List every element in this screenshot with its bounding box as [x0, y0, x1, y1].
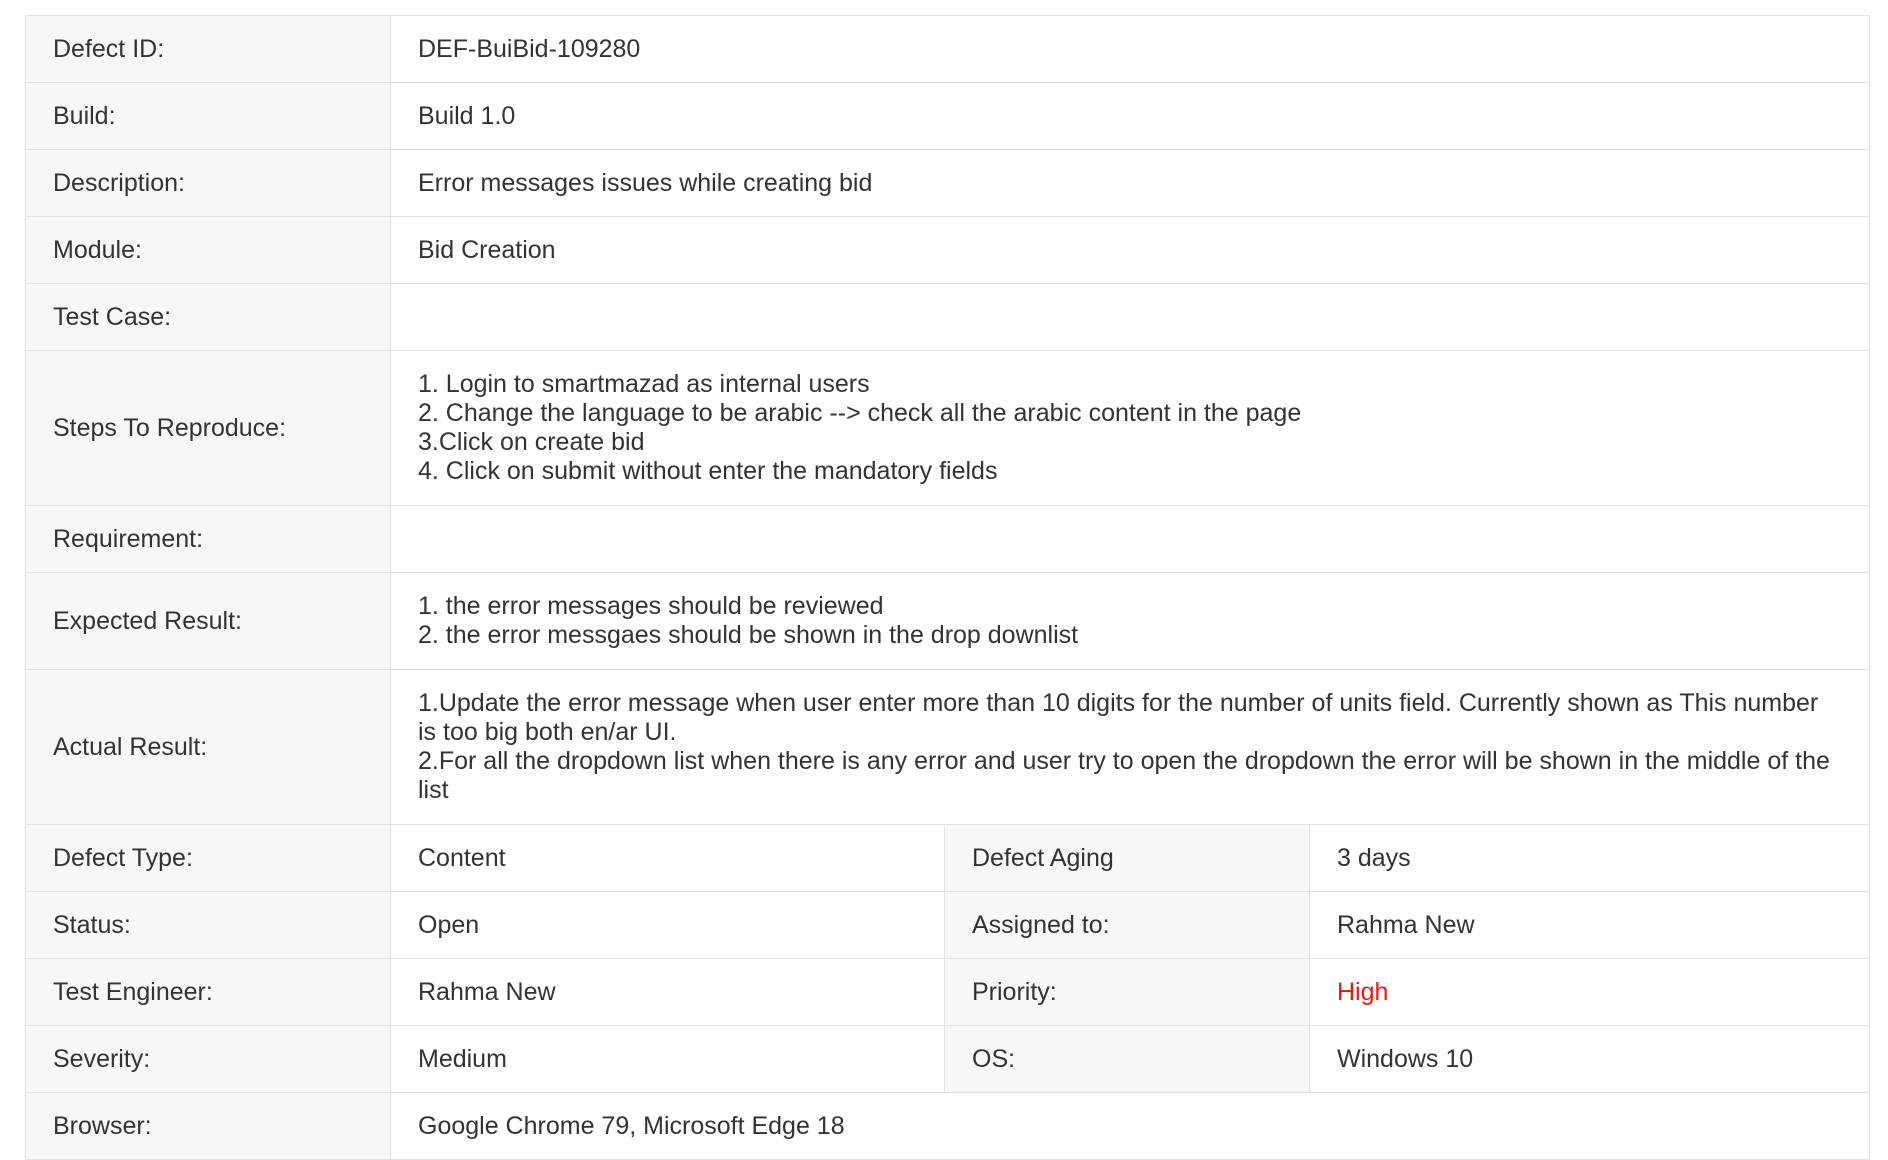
expected-result-value: 1. the error messages should be reviewed 2. the error messgaes should be shown in the drop downlist — [391, 573, 1870, 670]
row-defect-type — [26, 825, 1870, 892]
os-label: OS: — [945, 1026, 1310, 1093]
build-value: Build 1.0 — [391, 83, 1870, 150]
row-steps-to-reproduce — [26, 351, 1870, 506]
test-engineer-value: Rahma New — [391, 959, 945, 1026]
status-label: Status: — [26, 892, 391, 959]
defect-details-table — [25, 15, 1870, 1160]
browser-label: Browser: — [26, 1093, 391, 1160]
row-build — [26, 83, 1870, 150]
row-actual-result — [26, 670, 1870, 825]
row-expected-result — [26, 573, 1870, 670]
actual-result-label: Actual Result: — [26, 670, 391, 825]
defect-id-label: Defect ID: — [26, 16, 391, 83]
row-status — [26, 892, 1870, 959]
steps-to-reproduce-label: Steps To Reproduce: — [26, 351, 391, 506]
row-requirement — [26, 506, 1870, 573]
test-case-value — [391, 284, 1870, 351]
test-engineer-label: Test Engineer: — [26, 959, 391, 1026]
status-value: Open — [391, 892, 945, 959]
requirement-value — [391, 506, 1870, 573]
expected-result-label: Expected Result: — [26, 573, 391, 670]
row-browser — [26, 1093, 1870, 1160]
module-value: Bid Creation — [391, 217, 1870, 284]
priority-value: High — [1310, 959, 1870, 1026]
row-test-case — [26, 284, 1870, 351]
steps-to-reproduce-value: 1. Login to smartmazad as internal users 2. Change the language to be arabic --> check all the arabic content in the page 3.Click on create bid 4. Click on submit without enter the mandatory fields — [391, 351, 1870, 506]
defect-id-value: DEF-BuiBid-109280 — [391, 16, 1870, 83]
severity-label: Severity: — [26, 1026, 391, 1093]
description-label: Description: — [26, 150, 391, 217]
row-severity — [26, 1026, 1870, 1093]
actual-result-value: 1.Update the error message when user enter more than 10 digits for the number of units field. Currently shown as This number is too big both en/ar UI. 2.For all the dropdown list when there is any error and user try to open the dropdown the error will be shown in the middle of the list — [391, 670, 1870, 825]
severity-value: Medium — [391, 1026, 945, 1093]
defect-aging-value: 3 days — [1310, 825, 1870, 892]
priority-label: Priority: — [945, 959, 1310, 1026]
row-defect-id — [26, 16, 1870, 83]
assigned-to-value: Rahma New — [1310, 892, 1870, 959]
build-label: Build: — [26, 83, 391, 150]
row-module — [26, 217, 1870, 284]
defect-type-value: Content — [391, 825, 945, 892]
defect-details-panel — [25, 15, 1869, 1160]
os-value: Windows 10 — [1310, 1026, 1870, 1093]
description-value: Error messages issues while creating bid — [391, 150, 1870, 217]
defect-type-label: Defect Type: — [26, 825, 391, 892]
row-description — [26, 150, 1870, 217]
defect-aging-label: Defect Aging — [945, 825, 1310, 892]
module-label: Module: — [26, 217, 391, 284]
test-case-label: Test Case: — [26, 284, 391, 351]
requirement-label: Requirement: — [26, 506, 391, 573]
row-test-engineer — [26, 959, 1870, 1026]
assigned-to-label: Assigned to: — [945, 892, 1310, 959]
browser-value: Google Chrome 79, Microsoft Edge 18 — [391, 1093, 1870, 1160]
